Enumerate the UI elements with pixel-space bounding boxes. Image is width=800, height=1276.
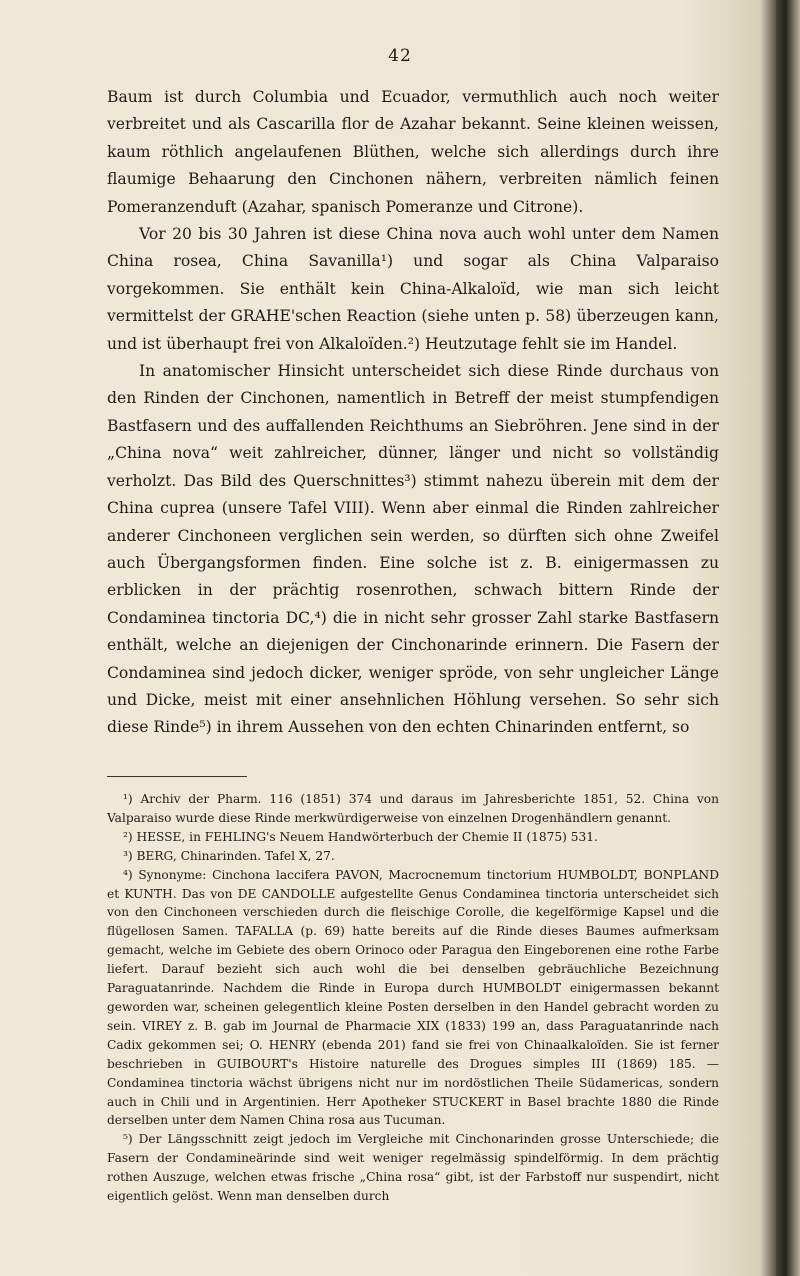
footnote: ⁴) Synonyme: Cinchona laccifera PAVON, Macrocnemum tinctorium HUMBOLDT, BONPLAND et KUNTH. Das von DE CANDOLLE aufgestellte Genus Condaminea tinctoria unterscheidet sich von den Cinchoneen verschieden durch die fleischige Corolle, die kegelförmige Kapsel und die flügellosen Samen. TAFALLA (p. 69) hatte bereits auf die Rinde dieses Baumes aufmerksam gemacht, welche im Gebiete des obern Orinoco oder Paragua den Eingeborenen eine rothe Farbe liefert. Darauf bezieht sich auch wohl die bei denselben gebräuchliche Bezeichnung Paraguatanrinde. Nachdem die Rinde in Europa durch HUMBOLDT einigermassen bekannt geworden war, scheinen gelegentlich kleine Posten derselben in den Handel gebracht worden zu sein. VIREY z. B. gab im Journal de Pharmacie XIX (1833) 199 an, dass Paraguatanrinde nach Cadix gekommen sei; O. HENRY (ebenda 201) fand sie frei von Chinaalkaloïden. Sie ist ferner beschrieben in GUIBOURT's Histoire naturelle des Drogues simples III (1869) 185. — Condaminea tinctoria wächst übrigens nicht nur im nordöstlichen Theile Südamericas, sondern auch in Chili und in Argentinien. Herr Apotheker STUCKERT in Basel brachte 1880 die Rinde derselben unter dem Namen China rosa aus Tucuman. (107, 867, 719, 1128)
footnote: ³) BERG, Chinarinden. Tafel X, 27. (123, 848, 335, 863)
footnote: ²) HESSE, in FEHLING's Neuem Handwörterbuch der Chemie II (1875) 531. (123, 829, 598, 844)
main-text (107, 84, 719, 742)
footnote: ¹) Archiv der Pharm. 116 (1851) 374 und daraus im Jahresberichte 1851, 52. China von Valparaiso wurde diese Rinde merkwürdigerweise von einzelnen Drogenhändlern genannt. (107, 792, 719, 825)
footnotes (107, 790, 719, 1206)
paragraph: In anatomischer Hinsicht unterscheidet sich diese Rinde durchaus von den Rinden der Cinchonen, namentlich in Betreff der meist stumpfendigen Bastfasern und des auffallenden Reichthums an Siebröhren. Jene sind in der „China nova“ weit zahlreicher, dünner, länger und nicht so vollständig verholzt. Das Bild des Querschnittes³) stimmt nahezu überein mit dem der China cuprea (unsere Tafel VIII). Wenn aber einmal die Rinden zahlreicher anderer Cinchoneen verglichen sein werden, so dürften sich ohne Zweifel auch Übergangsformen finden. Eine solche ist z. B. einigermassen zu erblicken in der prächtig rosenrothen, schwach bittern Rinde der Condaminea tinctoria DC,⁴) die in nicht sehr grosser Zahl starke Bastfasern enthält, welche an diejenigen der Cinchonarinde erinnern. Die Fasern der Condaminea sind jedoch dicker, weniger spröde, von sehr ungleicher Länge und Dicke, meist mit einer ansehnlichen Höhlung versehen. So sehr sich diese Rinde⁵) in ihrem Aussehen von den echten Chinarinden entfernt, so (107, 362, 719, 737)
footnote-divider (107, 776, 247, 777)
page-number: 42 (388, 46, 412, 66)
paragraph: Baum ist durch Columbia und Ecuador, vermuthlich auch noch weiter verbreitet und als Cascarilla flor de Azahar bekannt. Seine kleinen weissen, kaum röthlich angelaufenen Blüthen, welche sich allerdings durch ihre flaumige Behaarung den Cinchonen nähern, verbreiten nämlich feinen Pomeranzenduft (Azahar, spanisch Pomeranze und Citrone). (107, 88, 719, 216)
footnote: ⁵) Der Längsschnitt zeigt jedoch im Vergleiche mit Cinchonarinden grosse Unterschiede; die Fasern der Condamineärinde sind weit weniger regelmässig spindelförmig. In dem prächtig rothen Auszuge, welchen etwas frische „China rosa“ gibt, ist der Farbstoff nur suspendirt, nicht eigentlich gelöst. Wenn man denselben durch (107, 1132, 719, 1204)
book-binding-edge (776, 0, 800, 1276)
paragraph: Vor 20 bis 30 Jahren ist diese China nova auch wohl unter dem Namen China rosea, China Savanilla¹) und sogar als China Valparaiso vorgekommen. Sie enthält kein China-Alkaloïd, wie man sich leicht vermittelst der GRAHE'schen Reaction (siehe unten p. 58) überzeugen kann, und ist überhaupt frei von Alkaloïden.²) Heutzutage fehlt sie im Handel. (107, 225, 719, 353)
